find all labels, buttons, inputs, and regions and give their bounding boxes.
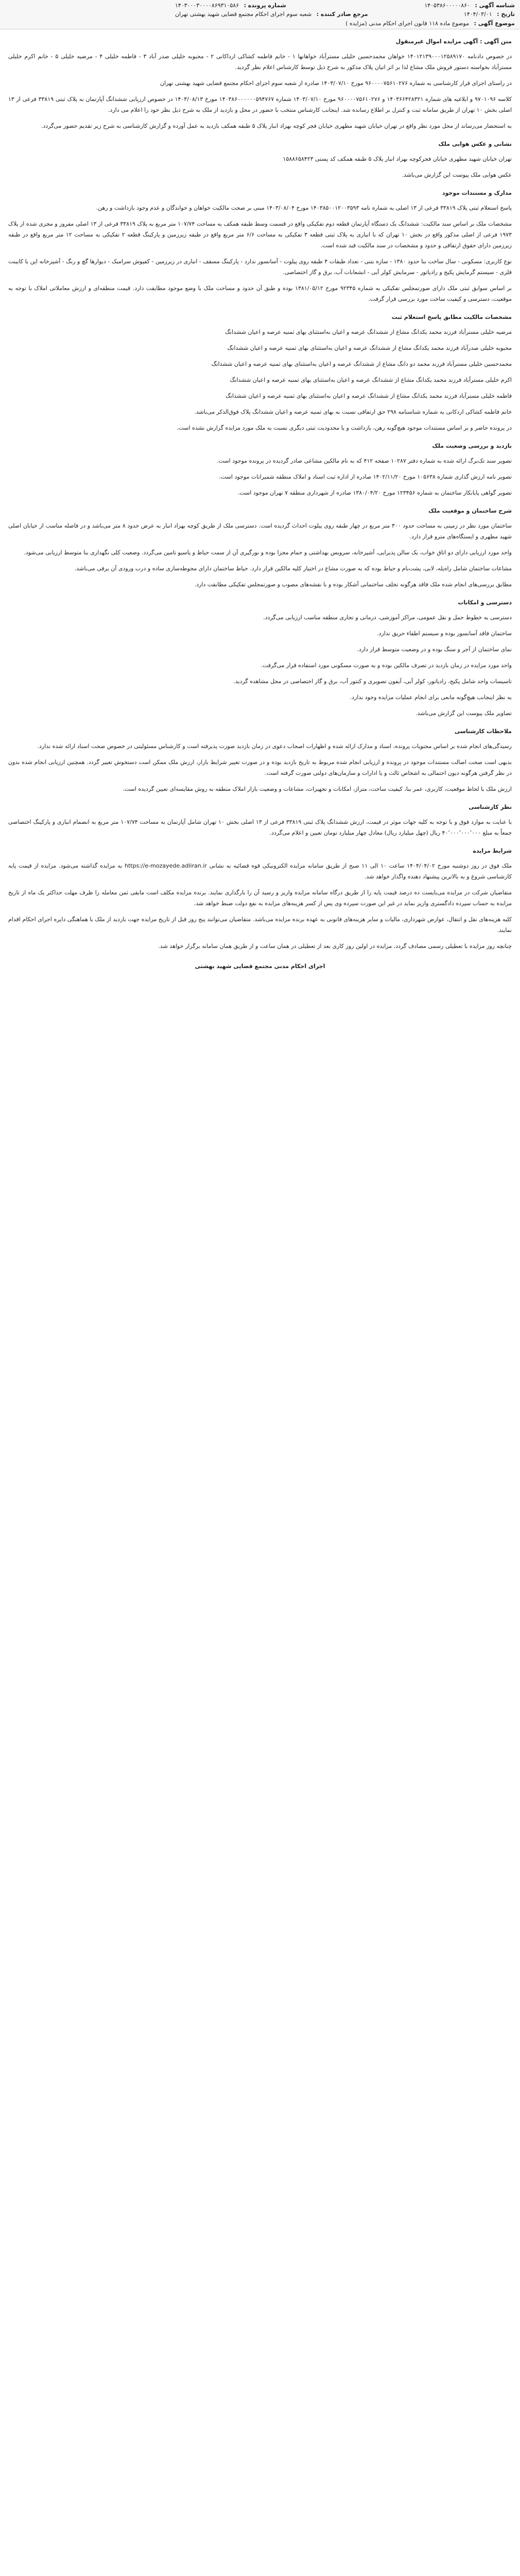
description-paragraph: مشاعات ساختمان شامل راه‌پله، لابی، پشت‌بام و حیاط بوده که به صورت مشاع در اختیار کلیه مالکین قرار دارد. حیاط ساختمان دارای محوطه‌سازی ساده و درب ورودی آن برقی می‌باشد. xyxy=(74,565,512,572)
auction-paragraph: کلیه هزینه‌های نقل و انتقال، عوارض شهرداری، مالیات و سایر هزینه‌های قانونی به عهده برنده مزایده می‌باشد. متقاضیان می‌توانند پنج روز قبل از تاریخ مزایده جهت بازدید از ملک با هماهنگی دایره اجرای احکام اقدام نمایند. xyxy=(8,916,512,934)
issuer-label: مرجع صادر کننده : xyxy=(316,11,368,18)
owner-entry: خانم فاطمه کشاکی اردکانی به شماره شناسنامه ۲۹۸ حق ارتفاقی نسبت به بهای ثمنیه عرصه و اعیان ششدانگ پلاک فوق‌الذکر می‌باشد. xyxy=(194,409,512,415)
address: تهران خیابان شهید مطهری خیابان فجرکوچه بهزاد انبار پلاک ۵ طبقه همکف کد پستی ۱۵۸۸۶۵۸۴۲۳ xyxy=(283,156,512,162)
issuer: شعبه سوم اجرای احکام مجتمع قضایی شهید بهشتی تهران xyxy=(175,11,312,18)
owner-entry: محمدحسین خلیلی مسترآباد فرزند محمد دو دانگ مشاع از ششدانگ عرصه و اعیان به‌استثنای بهای ثمنیه عرصه و اعیان ششدانگ xyxy=(211,361,512,367)
mortgage-entry: تصویر سند تک‌برگ ارائه شده به شماره دفتر ۱۰۲۸۷ صفحه ۴۱۲ که به نام مالکین مشاعی صادر گردیده در پرونده موجود است. xyxy=(217,457,512,464)
owner-entry: محبوبه خلیلی صدرآباد فرزند محمد یکدانگ مشاع از ششدانگ عرصه و اعیان به‌استثنای بهای ثمنیه عرصه و اعیان ششدانگ xyxy=(227,345,512,351)
intro-paragraph: در خصوص دادنامه ۱۴۰۱۲۱۳۹۰۰۰۱۲۵۸۹۱۷۰ خواهان محمدحسین خلیلی مسترآباد خواهانها ۱ - خانم فاطمه کشاکی ارداکانی ۲ - محبوبه خلیلی صدر آباد ۳ - فاطمه خلیلی ۴ - مرضیه خلیلی ۵ - خانم اکرم خلیلی مسترآباد بخواسته دستور فروش ملک مشاع لذا بر اثر اتیان پلاک مذکور به شرح ذیل توسط کارشناس اعلام نظر گردید. xyxy=(8,53,512,71)
registry-note: در پرونده حاضر و بر اساس مستندات موجود هیچ‌گونه رهن، بازداشت و یا محدودیت ثبتی دیگری نسبت به ملک مورد مزایده گزارش نشده است. xyxy=(176,425,512,431)
address-title: نشانی و عکس هوایی ملک xyxy=(438,141,512,147)
remarks-title: ملاحظات کارشناسی xyxy=(454,728,512,735)
subject-label: موضوع آگهی : xyxy=(474,20,515,27)
notice-header xyxy=(0,0,520,29)
date-label: تاریخ : xyxy=(497,11,515,18)
notice-body xyxy=(8,36,512,977)
auction-paragraph: چنانچه روز مزایده با تعطیلی رسمی مصادف گردد، مزایده در اولین روز کاری بعد از تعطیلی در همان ساعت و از طریق همان سامانه برگزار خواهد شد. xyxy=(158,943,512,950)
intro-paragraph: کلاسه ۹۷۰۱۰۹۶ و ابلاغیه های شماره ۱۴۰۳۶۶۴۲۸۳۲۱ و ۹۶۰۰۰۰۷۵۶۱۰۲۷۶ مورخ ۱۴۰۳/۰۷/۱۰ شماره ۱۴۰۳۸۶۰۰۰۰۰۰۵۹۴۷۶۷ مورخ ۱۴۰۳/۰۸/۱۳ در خصوص ارزیابی ششدانگ آپارتمان به پلاک ثبتی ۳۳۸۱۹ فرعی از ۱۳ اصلی بخش ۱۰ تهران از طریق سامانه ثبت و کنترل بر اطلاع رسانده شد. اینجانب کارشناس منتخب با حضور در محل و بازدید از ملک به شرح ذیل نظر خود را اعلام می دارد. xyxy=(8,96,512,113)
aerial-note: عکس هوایی ملک پیوست این گزارش می‌باشد. xyxy=(402,172,512,178)
access-entry: ساختمان فاقد آسانسور بوده و سیستم اطفاء حریق ندارد. xyxy=(377,630,512,637)
owner-entry: اکرم خلیلی مسترآباد فرزند محمد یکدانگ مشاع از ششدانگ عرصه و اعیان به‌استثنای بهای ثمنیه عرصه و اعیان ششدانگ xyxy=(230,377,512,383)
access-entry: دسترسی به خطوط حمل و نقل عمومی، مراکز آموزشی، درمانی و تجاری منطقه مناسب ارزیابی می‌گردد. xyxy=(263,614,512,621)
access-entry: نمای ساختمان از آجر و سنگ بوده و در وضعیت متوسط قرار دارد. xyxy=(357,646,512,653)
description-title: شرح ساختمان و موقعیت ملک xyxy=(428,507,512,514)
remark-paragraph: ارزش ملک با لحاظ موقعیت، کاربری، عمر بنا، کیفیت ساخت، متراژ، امکانات و تجهیزات، مشاعات و وضعیت بازار املاک منطقه به روش مقایسه‌ای تعیین گردیده است. xyxy=(123,786,512,792)
auction-paragraph: متقاضیان شرکت در مزایده می‌بایست ده درصد قیمت پایه را از طریق درگاه سامانه مزایده واریز و رسید آن را بارگذاری نمایند. برنده مزایده مکلف است مابقی ثمن معامله را ظرف مهلت حداکثر یک ماه از تاریخ مزایده به حساب سپرده دادگستری واریز نماید در غیر این صورت سپرده وی پس از کسر هزینه‌های مزایده به نفع دولت ضبط خواهد شد. xyxy=(8,889,512,907)
mortgages-title: بازدید و بررسی وضعیت ملک xyxy=(432,443,512,449)
document-paragraph: مشخصات ملک بر اساس سند مالکیت: ششدانگ یک دستگاه آپارتمان قطعه دوم تفکیکی واقع در قسمت وسط طبقه همکف به مساحت ۱۰۷/۷۴ متر مربع به پلاک ۳۳۸۱۹ فرعی از ۱۳ اصلی مفروز و مجزی شده از پلاک ۱۹۷۳ فرعی از اصلی مذکور واقع در بخش ۱۰ تهران که با انباری به پلاک ثبتی قطعه ۳ تفکیکی به مساحت ۶/۶ متر مربع واقع در طبقه زیرزمین و پارکینگ قطعه ۲ تفکیکی به مساحت ۱۲ متر مربع واقع در طبقه زیرزمین دارای حقوق ارتفاقی و حدود و مشخصات در سند مالکیت قید شده است. xyxy=(8,221,512,249)
text-value: آگهی مزایده اموال غیرمنقول xyxy=(395,38,478,45)
auction-title: شرایط مزایده xyxy=(473,848,512,854)
signature: اجرای احکام مدنی مجتمع قضایی شهید بهشتی xyxy=(195,963,325,970)
documents-title: مدارک و مستندات موجود xyxy=(442,190,512,196)
description-paragraph: واحد مورد ارزیابی دارای دو اتاق خواب، یک سالن پذیرایی، آشپزخانه، سرویس بهداشتی و حمام مجزا بوده و نورگیری آن از سمت حیاط و پاسیو تامین می‌گردد. وضعیت کلی نگهداری بنا متوسط ارزیابی می‌شود. xyxy=(24,549,512,556)
photo-note: تصاویر ملک پیوست این گزارش می‌باشد. xyxy=(415,710,512,717)
auction-paragraph: ملک فوق در روز دوشنبه مورخ ۱۴۰۴/۰۴/۰۲ ساعت ۱۰ الی ۱۱ صبح از طریق سامانه مزایده الکترونیکی قوه قضائیه به نشانی https://e-mozayede.adliran.ir به مزایده گذاشته می‌شود. مزایده از قیمت پایه کارشناسی شروع و به بالاترین پیشنهاد دهنده واگذار خواهد شد. xyxy=(8,862,512,880)
notice-id: ۱۴۰۵۳۸۶۰۰۰۰۰۸۶۰ xyxy=(424,2,470,9)
owners-title: مشخصات مالکیت مطابق پاسخ استعلام ثبت xyxy=(391,314,512,320)
notice-id-label: شناسه آگهی : xyxy=(475,2,515,9)
header-row-subject xyxy=(5,19,515,28)
document-paragraph: نوع کاربری: مسکونی - سال ساخت بنا حدود ۱۳۸۰ - سازه بتنی - تعداد طبقات ۴ طبقه روی پیلوت - آسانسور ندارد - پارکینگ مسقف - انباری در زیرزمین - کفپوش سرامیک - دیوارها گچ و رنگ - آشپزخانه اپن با کابینت فلزی - سیستم گرمایش پکیج و رادیاتور - سرمایش کولر آبی - انشعابات آب، برق و گاز اختصاصی. xyxy=(8,258,512,276)
mortgage-entry: تصویر گواهی پایانکار ساختمان به شماره ۱۲۳۴۵۶ مورخ ۱۳۸۰/۰۴/۲۰ صادره از شهرداری منطقه ۷ تهران موجود است. xyxy=(237,489,512,496)
notice-date: ۱۴۰۴/۰۳/۰۱ xyxy=(463,11,492,18)
price-title: نظر کارشناسی xyxy=(469,804,512,810)
document-paragraph: پاسخ استعلام ثبتی پلاک ۳۳۸۱۹ فرعی از ۱۳ اصلی به شماره نامه ۱۴۰۳۸۵۰۰۱۲۰۰۳۵۹۳ مورخ ۱۴۰۳/۰۸/۰۴ مبنی بر صحت مالکیت خواهان و خواندگان و عدم وجود بازداشت و رهن. xyxy=(96,205,512,211)
document-paragraph: بر اساس سوابق ثبتی ملک دارای صورتمجلس تفکیکی به شماره ۹۲۳۴۵ مورخ ۱۳۸۱/۰۵/۱۲ بوده و طبق آن حدود و مساحت ملک با وضع موجود مطابقت دارد. قیمت منطقه‌ای و ارزش معاملاتی املاک با توجه به موقعیت، دسترسی و کیفیت ساخت مورد بررسی قرار گرفت. xyxy=(8,285,512,302)
intro-paragraph: در راستای اجرای قرار کارشناسی به شماره ۹۶۰۰۰۰۷۵۶۱۰۲۷۶ مورخ ۱۴۰۳/۰۷/۱۰ صادره از شعبه سوم اجرای احکام مجتمع قضایی شهید بهشتی تهران xyxy=(160,80,512,87)
remark-paragraph: بدیهی است صحت اصالت مستندات موجود در پرونده و ارزیابی انجام شده مربوط به تاریخ بازدید بوده و در صورت تغییر شرایط بازار، ارزش ملک ممکن است دستخوش تغییر گردد. همچنین ارزیابی انجام شده بدون در نظر گرفتن هرگونه دیون احتمالی به اشخاص ثالث و یا ادارات و سازمان‌های دولتی صورت گرفته است. xyxy=(8,759,512,776)
letter-no: ۱۴۰۳۰۰۰۳۰۰۰۰۸۶۹۳۱۰۵۸۶ xyxy=(175,2,239,9)
mortgage-entry: تصویر نامه ارزش گذاری شماره ۱۰۵۶۳۸ مورخ ۱۴۰۲/۱۱/۲۰ صادره از اداره ثبت اسناد و املاک منطقه شمیرانات موجود است. xyxy=(219,473,512,480)
text-label: متن آگهی : xyxy=(480,38,512,45)
header-row-ids xyxy=(5,1,515,10)
header-row-issuer xyxy=(5,10,515,19)
extra-note: به نظر اینجانب هیچ‌گونه مانعی برای انجام عملیات مزایده وجود ندارد. xyxy=(350,694,512,701)
remark-paragraph: رسیدگی‌های انجام شده بر اساس محتویات پرونده، اسناد و مدارک ارائه شده و اظهارات اصحاب دعوی در زمان بازدید صورت پذیرفته است و کارشناس مسئولیتی در خصوص صحت اسناد ارائه شده ندارد. xyxy=(37,743,512,750)
extra-note: واحد مورد مزایده در زمان بازدید در تصرف مالکین بوده و به صورت مسکونی مورد استفاده قرار می‌گرفت. xyxy=(261,662,512,669)
extra-note: تاسیسات واحد شامل پکیج، رادیاتور، کولر آبی، آیفون تصویری و کنتور آب، برق و گاز اختصاصی در محل مشاهده گردید. xyxy=(233,678,512,685)
description-paragraph: ساختمان مورد نظر در زمینی به مساحت حدود ۳۰۰ متر مربع در چهار طبقه روی پیلوت احداث گردیده است. دسترسی ملک از طریق کوچه بهزاد انبار به عرض حدود ۸ متر می‌باشد و در فاصله مناسب از خیابان اصلی شهید مطهری و ایستگاه‌های مترو قرار دارد. xyxy=(8,522,512,540)
description-paragraph: مطابق بررسی‌های انجام شده ملک فاقد هرگونه تخلف ساختمانی آشکار بوده و با نقشه‌های مصوب و صورتمجلس تفکیکی مطابقت دارد. xyxy=(194,581,512,588)
notice-text-line xyxy=(8,36,512,47)
intro-paragraph: به استحضار می‌رساند از محل مورد نظر واقع در تهران خیابان شهید مطهری خیابان فجر کوچه بهزاد انبار پلاک ۵ طبقه همکف بازدید به عمل آورده و گزارش کارشناسی به شرح زیر تقدیم حضور می‌گردد. xyxy=(41,123,512,129)
letter-no-label: شماره پرونده : xyxy=(244,2,286,9)
price-paragraph: با عنایت به موارد فوق و با توجه به کلیه جهات موثر در قیمت، ارزش ششدانگ پلاک ثبتی ۳۳۸۱۹ فرعی از ۱۳ اصلی بخش ۱۰ تهران شامل آپارتمان به مساحت ۱۰۷/۷۴ متر مربع به انضمام انباری و پارکینگ اختصاصی جمعاً به مبلغ ۴۰٬۰۰۰٬۰۰۰٬۰۰۰ ریال (چهل میلیارد ریال) معادل چهار میلیارد تومان تعیین و اعلام می‌گردد. xyxy=(8,819,512,836)
owner-entry: مرضیه خلیلی مسترآباد فرزند محمد یکدانگ مشاع از ششدانگ عرصه و اعیان به‌استثنای بهای ثمنیه عرصه و اعیان ششدانگ xyxy=(225,329,512,335)
subject: موضوع ماده ۱۱۸ قانون اجرای احکام مدنی (مزایده ) xyxy=(345,20,470,27)
access-title: دسترسی و امکانات xyxy=(458,599,512,606)
owner-entry: فاطمه خلیلی مسترآباد فرزند محمد یکدانگ مشاع از ششدانگ عرصه و اعیان به‌استثنای بهای ثمنیه عرصه و اعیان ششدانگ xyxy=(226,393,512,399)
